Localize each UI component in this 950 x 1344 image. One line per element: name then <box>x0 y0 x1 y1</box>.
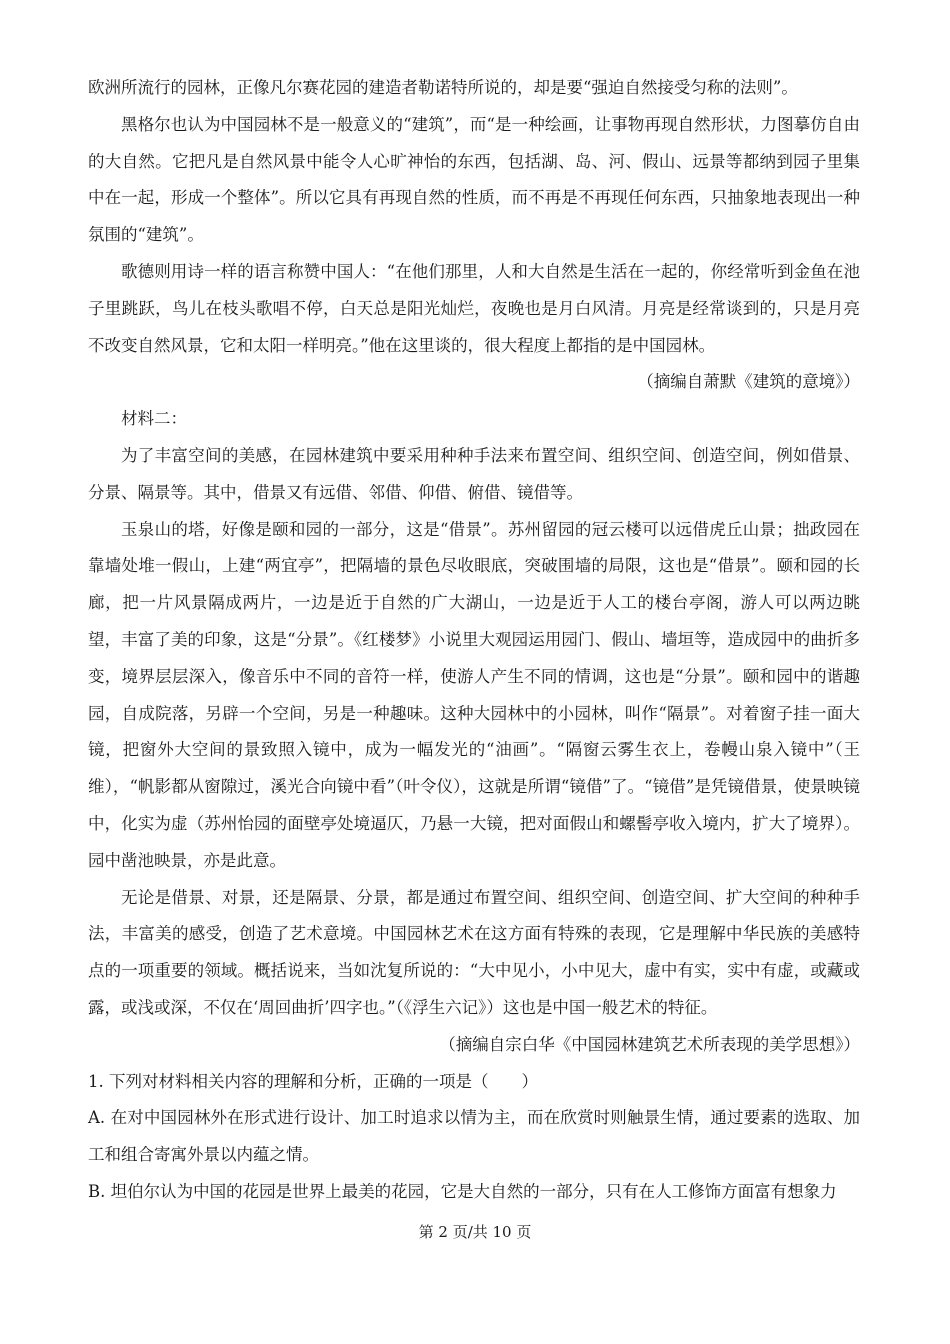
paragraph-europe-gardens: 欧洲所流行的园林，正像凡尔赛花园的建造者勒诺特所说的，却是要“强迫自然接受匀称的法则”。 <box>88 78 798 97</box>
option-b: B. 坦伯尔认为中国的花园是世界上最美的花园，它是大自然的一部分，只有在人工修饰方面富有想象力 <box>88 1181 837 1201</box>
paragraph-hegel: 黑格尔也认为中国园林不是一般意义的“建筑”，而“是一种绘画，让事物再现自然形状，力图摹仿自由的大自然。它把凡是自然风景中能令人心旷神怡的东西，包括湖、岛、河、假山、远景等都纳到园子里集中在一起，形成一个整体”。所以它具有再现自然的性质，而不再是不再现任何东西，只抽象地表现出一种氛围的“建筑”。 <box>88 114 860 245</box>
option-a: A. 在对中国园林外在形式进行设计、加工时追求以情为主，而在欣赏时则触景生情，通过要素的选取、加工和组合寄寓外景以内蕴之情。 <box>88 1108 860 1165</box>
paragraph-borrowed-scenery: 玉泉山的塔，好像是颐和园的一部分，这是“借景”。苏州留园的冠云楼可以远借虎丘山景；拙政园在靠墙处堆一假山，上建“两宜亭”，把隔墙的景色尽收眼底，突破围墙的局限，这也是“借景”。颐和园的长廊，把一片风景隔成两片，一边是近于自然的广大湖山，一边是近于人工的楼台亭阁，游人可以两边眺望，丰富了美的印象，这是“分景”。《红楼梦》小说里大观园运用园门、假山、墙垣等，造成园中的曲折多变，境界层层深入，像音乐中不同的音符一样，使游人产生不同的情调，这也是“分景”。颐和园中的谐趣园，自成院落，另辟一个空间，另是一种趣味。这种大园林中的小园林，叫作“隔景”。对着窗子挂一面大镜，把窗外大空间的景致照入镜中，成为一幅发光的“油画”。“隔窗云雾生衣上，卷幔山泉入镜中”（王维），“帆影都从窗隙过，溪光合向镜中看”（叶令仪），这就是所谓“镜借”了。“镜借”是凭镜借景，使景映镜中，化实为虚（苏州怡园的面壁亭处境逼仄，乃悬一大镜，把对面假山和螺髻亭收入境内，扩大了境界）。园中凿池映景，亦是此意。 <box>88 519 860 870</box>
paragraph-space-techniques: 为了丰富空间的美感，在园林建筑中要采用种种手法来布置空间、组织空间、创造空间，例如借景、分景、隔景等。其中，借景又有远借、邻借、仰借、俯借、镜借等。 <box>88 445 860 502</box>
paragraph-artistic-conception: 无论是借景、对景，还是隔景、分景，都是通过布置空间、组织空间、创造空间、扩大空间的种种手法，丰富美的感受，创造了艺术意境。中国园林艺术在这方面有特殊的表现，它是理解中华民族的美感特点的一项重要的领域。概括说来，当如沈复所说的：“大中见小，小中见大，虚中有实，实中有虚，或藏或露，或浅或深，不仅在‘周回曲折’四字也。”（《浮生六记》）这也是中国一般艺术的特征。 <box>88 887 860 1017</box>
material-two-heading: 材料二： <box>121 409 187 429</box>
source-citation-2: （摘编自宗白华《中国园林建筑艺术所表现的美学思想》） <box>439 1034 860 1054</box>
document-body <box>88 70 860 1211</box>
question-stem: 1. 下列对材料相关内容的理解和分析，正确的一项是（ ） <box>88 1071 538 1091</box>
paragraph-goethe: 歌德则用诗一样的语言称赞中国人：“在他们那里，人和大自然是生活在一起的，你经常听到金鱼在池子里跳跃，鸟儿在枝头歌唱不停，白天总是阳光灿烂，夜晚也是月白风清。月亮是经常谈到的，只是月亮不改变自然风景，它和太阳一样明亮。”他在这里谈的，很大程度上都指的是中国园林。 <box>88 261 860 355</box>
page-number: 第 2 页/共 10 页 <box>418 1223 532 1241</box>
source-citation-1: （摘编自萧默《建筑的意境》） <box>637 372 860 392</box>
